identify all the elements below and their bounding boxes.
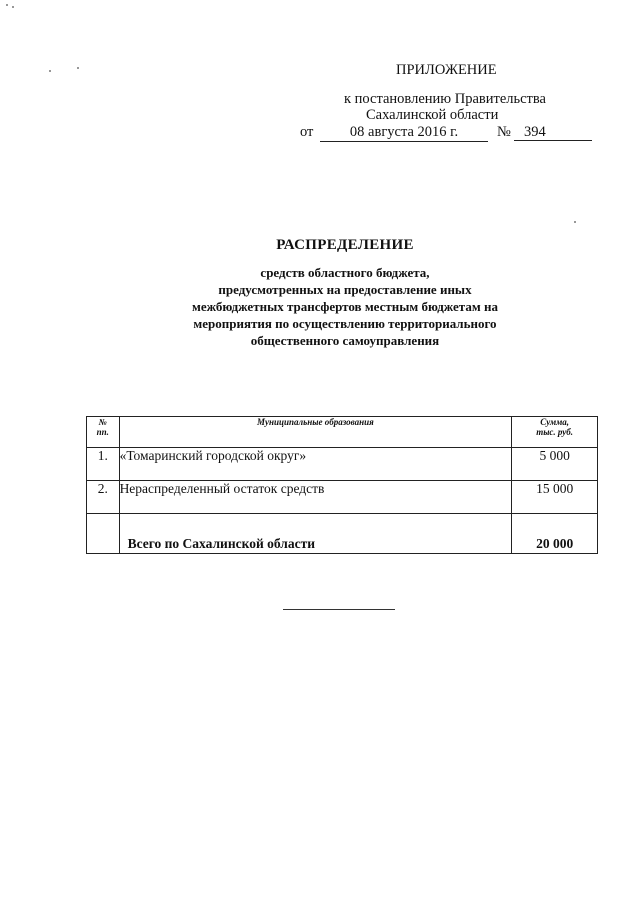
heading-title: РАСПРЕДЕЛЕНИЕ [276,237,414,253]
table-total-row [87,514,598,554]
subtitle-line: общественного самоуправления [250,333,440,348]
distribution-table [86,416,598,554]
row-num: 1. [87,448,120,481]
subtitle-line: предусмотренных на предоставление иных [218,282,472,297]
subtitle-line: средств областного бюджета, [260,265,430,280]
appendix-title: ПРИЛОЖЕНИЕ [396,62,497,78]
header-num [87,417,120,448]
table-row [87,448,598,481]
heading-subtitle [140,264,550,349]
row-municipality: «Томаринский городской округ» [119,448,512,481]
header-num-line: пп. [96,427,109,437]
subtitle-line: межбюджетных трансфертов местным бюджетам на [192,299,498,314]
scan-speck [6,4,8,6]
row-municipality: Нераспределенный остаток средств [119,481,512,514]
end-divider [283,609,395,610]
table-row [87,481,598,514]
row-sum: 5 000 [512,448,598,481]
total-label: Всего по Сахалинской области [119,514,512,554]
table-header-row [87,417,598,448]
row-sum: 15 000 [512,481,598,514]
total-sum: 20 000 [512,514,598,554]
header-sum-line: Сумма, [540,417,570,427]
subtitle-line: мероприятия по осуществлению территориального [193,316,497,331]
row-num: 2. [87,481,120,514]
decree-number: 394 [514,124,592,141]
appendix-line-2: Сахалинской области [366,107,499,123]
scan-speck [12,6,14,8]
scan-speck [49,70,51,72]
number-label: № [497,124,511,140]
header-municipality: Муниципальные образования [119,417,512,448]
appendix-line-1: к постановлению Правительства [344,91,546,107]
document-heading [140,237,550,349]
header-num-line: № [98,417,107,427]
scan-speck [574,221,576,223]
decree-date: 08 августа 2016 г. [320,124,488,142]
total-num-empty [87,514,120,554]
scan-speck [77,67,79,69]
header-sum [512,417,598,448]
appendix-date-row [300,124,600,144]
header-sum-line: тыс. руб. [536,427,574,437]
from-label: от [300,124,314,140]
